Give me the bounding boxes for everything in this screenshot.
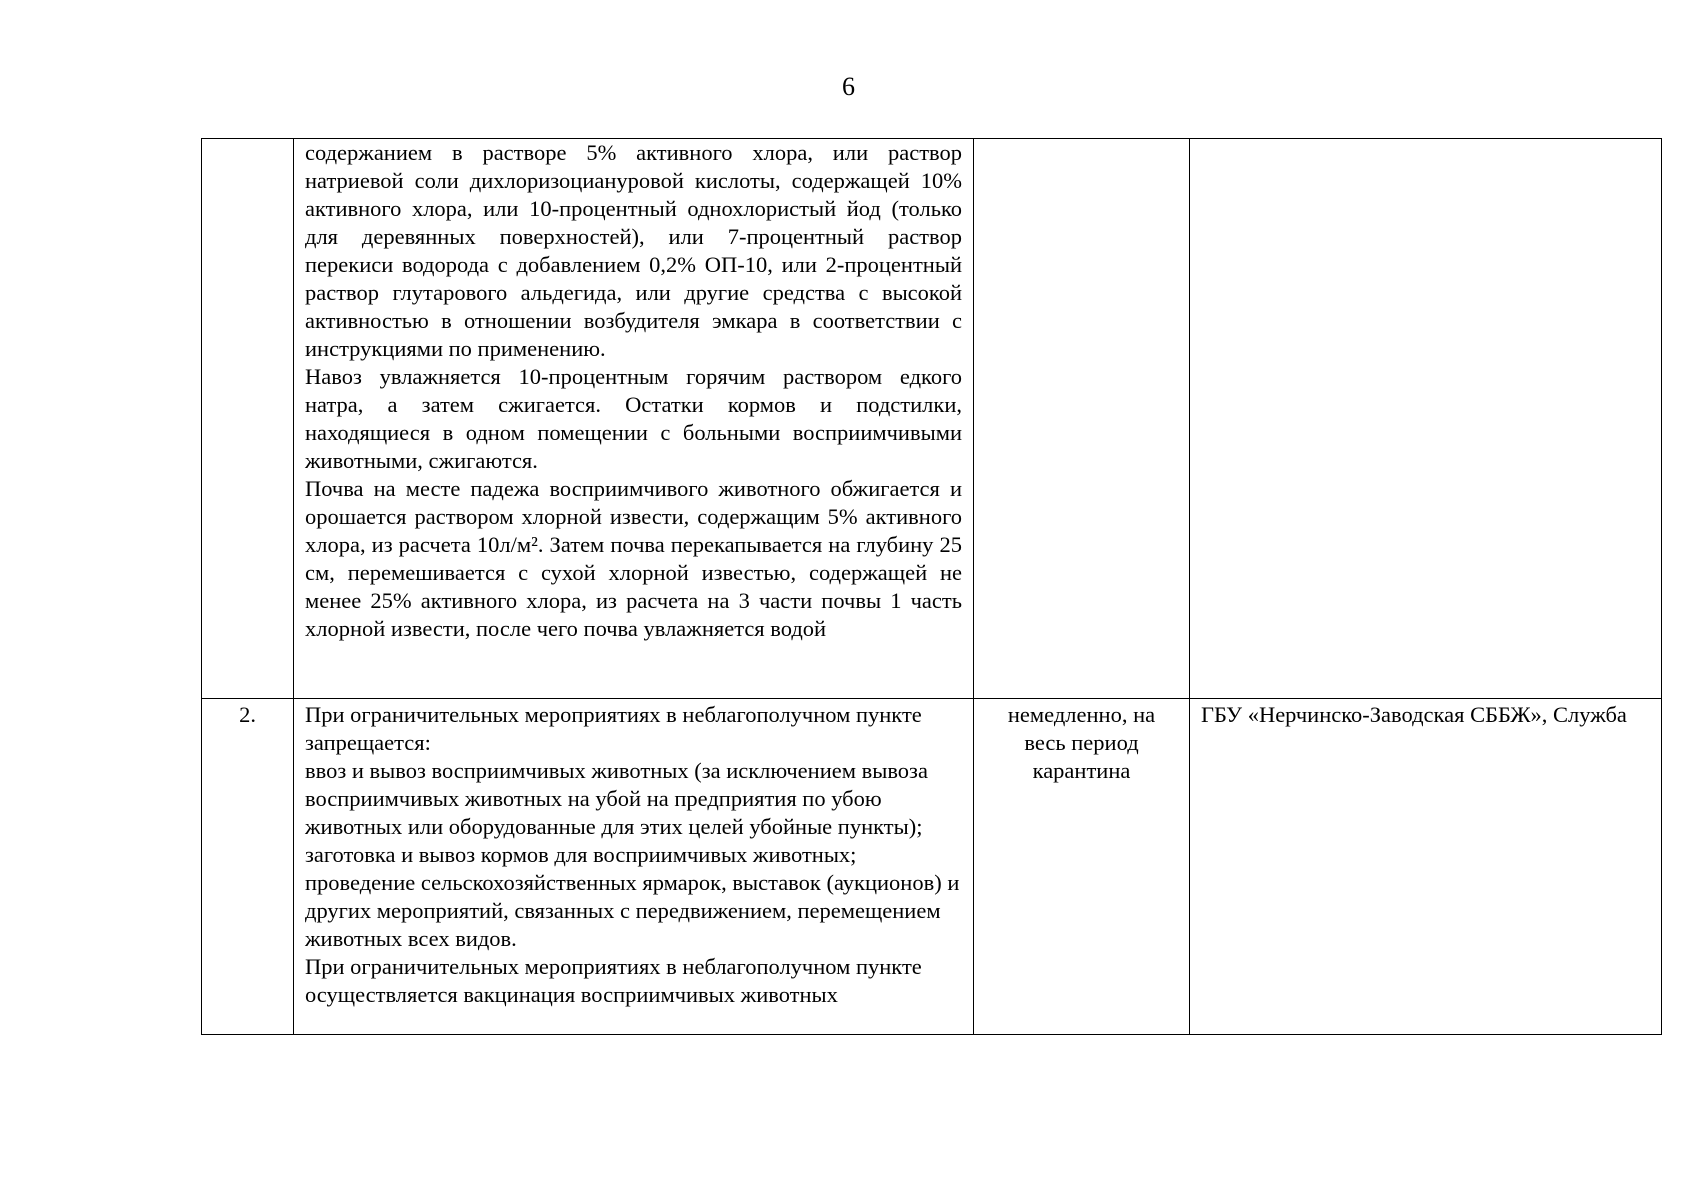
- responsible-text: ГБУ «Нерчинско-Заводская СББЖ», Служба: [1201, 702, 1627, 727]
- measure-paragraph: При ограничительных мероприятиях в неблагополучном пункте запрещается:: [305, 702, 922, 755]
- table-row: [202, 699, 1662, 1035]
- table-row: [202, 139, 1662, 699]
- row-number-cell: [202, 139, 294, 699]
- measure-paragraph: заготовка и вывоз кормов для восприимчивых животных;: [305, 842, 857, 867]
- measure-paragraph: При ограничительных мероприятиях в неблагополучном пункте осуществляется вакцинация восприимчивых животных: [305, 954, 922, 1007]
- page-number: 6: [842, 72, 855, 101]
- responsible-cell: [1190, 699, 1662, 1035]
- measure-paragraph: ввоз и вывоз восприимчивых животных (за исключением вывоза восприимчивых животных на убой на предприятия по убою животных или оборудованные для этих целей убойные пункты);: [305, 758, 928, 839]
- measure-paragraph: проведение сельскохозяйственных ярмарок, выставок (аукционов) и других мероприятий, связанных с передвижением, перемещением животных всех видов.: [305, 870, 960, 951]
- responsible-cell: [1190, 139, 1662, 699]
- measures-table: [201, 138, 1662, 1035]
- term-cell: [974, 139, 1190, 699]
- measure-cell: [294, 699, 974, 1035]
- term-text: немедленно, на весь период карантина: [1007, 702, 1156, 783]
- measure-cell: [294, 139, 974, 699]
- measure-paragraph: содержанием в растворе 5% активного хлора, или раствор натриевой соли дихлоризоциануровой кислоты, содержащей 10% активного хлора, или 10-процентный однохлористый йод (только для деревянных поверхностей), или 7-процентный раствор перекиси водорода с добавлением 0,2% ОП-10, или 2-процентный раствор глутарового альдегида, или другие средства с высокой активностью в отношении возбудителя эмкара в соответствии с инструкциями по применению.: [305, 140, 962, 361]
- measure-paragraph: Навоз увлажняется 10-процентным горячим раствором едкого натра, а затем сжигается. Остатки кормов и подстилки, находящиеся в одном помещении с больными восприимчивыми животными, сжигаются.: [305, 364, 962, 473]
- row-number-cell: 2.: [202, 699, 294, 1035]
- measure-paragraph: Почва на месте падежа восприимчивого животного обжигается и орошается раствором хлорной извести, содержащим 5% активного хлора, из расчета 10л/м². Затем почва перекапывается на глубину 25 см, перемешивается с сухой хлорной известью, содержащей не менее 25% активного хлора, из расчета на 3 части почвы 1 часть хлорной извести, после чего почва увлажняется водой: [305, 476, 962, 641]
- term-cell: [974, 699, 1190, 1035]
